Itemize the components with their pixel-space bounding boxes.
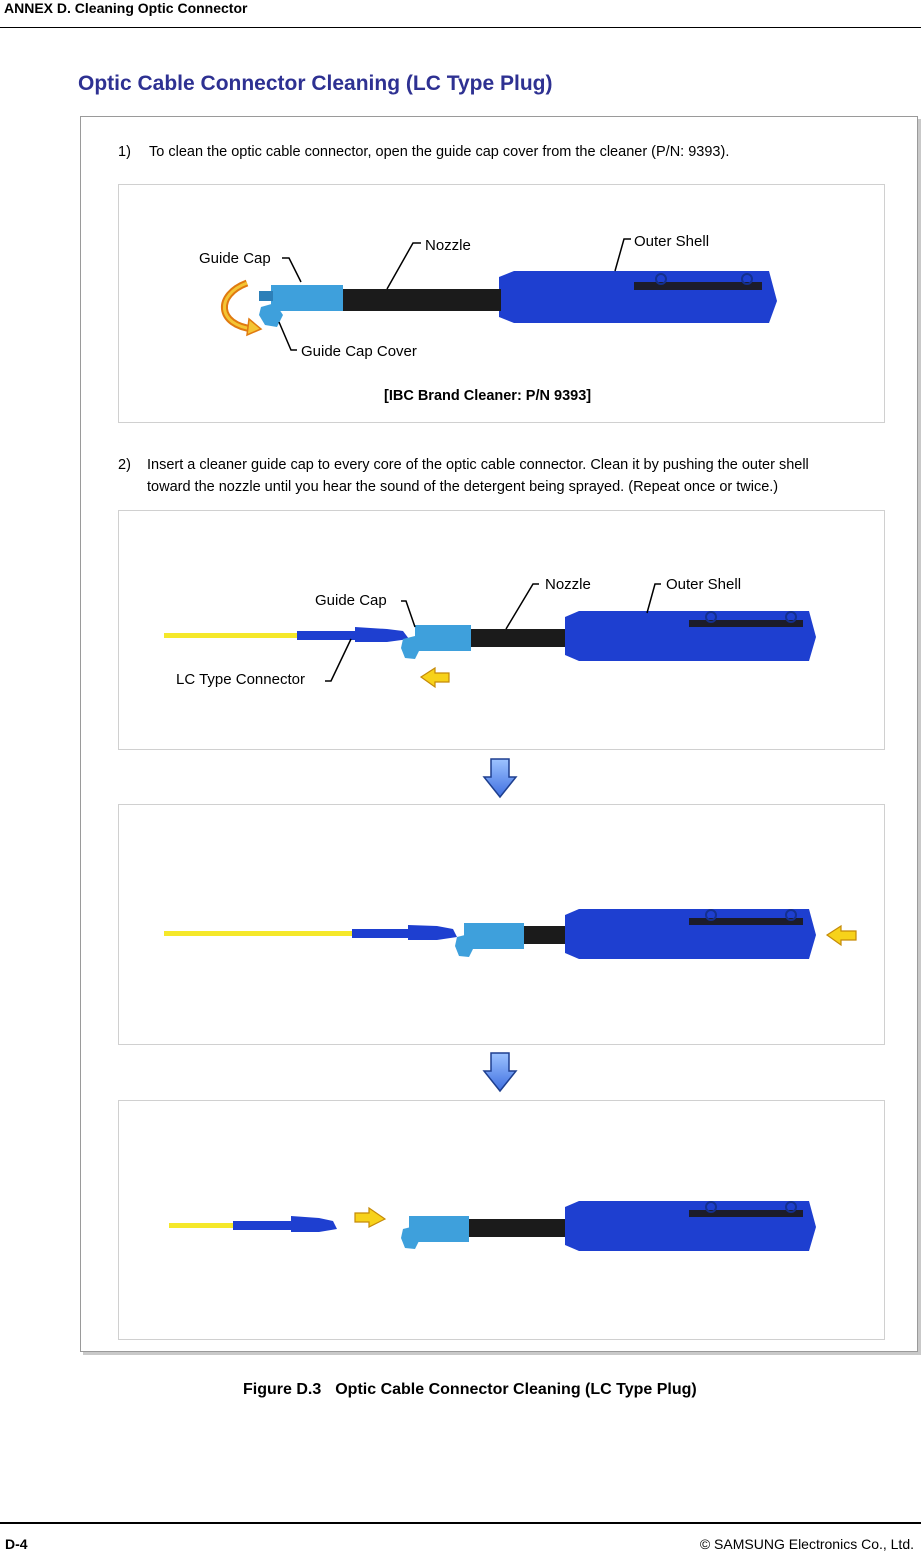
push-arrow-icon <box>827 926 856 945</box>
label-guide-cap-cover: Guide Cap Cover <box>301 343 417 360</box>
lc-connector-shape <box>355 627 409 642</box>
pull-arrow-icon <box>355 1208 385 1227</box>
label-lc-connector: LC Type Connector <box>176 671 305 688</box>
header-rule <box>0 27 921 28</box>
footer-rule <box>0 1522 921 1524</box>
step-1-text: To clean the optic cable connector, open the guide cap cover from the cleaner (P/N: 9393). <box>149 144 730 160</box>
remove-panel <box>118 1100 885 1340</box>
fiber-cable <box>164 931 354 936</box>
down-arrow-icon <box>482 757 518 799</box>
figure-title: Optic Cable Connector Cleaning (LC Type Plug) <box>335 1381 697 1398</box>
step-2-text-line1: Insert a cleaner guide cap to every core of the optic cable connector. Clean it by pushing the outer shell <box>147 457 809 473</box>
label-guide-cap: Guide Cap <box>315 592 387 609</box>
guide-cap-shape <box>271 285 343 311</box>
lc-connector-shape <box>408 925 457 940</box>
rotate-arrow-head <box>247 319 261 335</box>
leader-nozzle <box>506 584 539 629</box>
outer-shell-shape <box>499 271 777 323</box>
insert-illustration <box>119 511 884 749</box>
push-illustration <box>119 805 884 1044</box>
fiber-cable <box>164 633 299 638</box>
insert-panel <box>118 510 885 750</box>
guide-cap-shape <box>415 625 471 651</box>
lc-connector-shape <box>291 1216 337 1232</box>
outer-shell-shape <box>565 1201 816 1251</box>
cleaner-caption: [IBC Brand Cleaner: P/N 9393] <box>384 388 592 404</box>
step-2-number: 2) <box>118 457 131 473</box>
figure-number: Figure D.3 <box>243 1381 322 1398</box>
nozzle-shape <box>341 289 501 311</box>
lc-boot <box>352 929 410 938</box>
nozzle-shape <box>471 629 567 647</box>
shell-slot <box>689 1210 803 1217</box>
figure-caption <box>243 1381 697 1399</box>
leader-outer-shell <box>647 584 661 613</box>
label-outer-shell: Outer Shell <box>666 576 742 593</box>
remove-illustration <box>119 1101 884 1339</box>
leader-nozzle <box>387 243 421 289</box>
step-2-text-line2: toward the nozzle until you hear the sound of the detergent being sprayed. (Repeat once or twice.) <box>147 479 779 495</box>
fiber-cable <box>169 1223 235 1228</box>
outer-shell-shape <box>565 611 816 661</box>
step-2 <box>118 454 898 498</box>
leader-outer-shell <box>615 239 631 271</box>
cleaner-panel <box>118 184 885 423</box>
lc-boot <box>233 1221 293 1230</box>
nozzle-shape <box>524 926 572 944</box>
leader-guide-cap <box>401 601 415 627</box>
label-guide-cap: Guide Cap <box>199 250 271 267</box>
page-number: D-4 <box>5 1536 28 1552</box>
leader-lc-connector <box>325 639 351 681</box>
section-header: ANNEX D. Cleaning Optic Connector <box>4 0 248 16</box>
cleaner-illustration <box>119 185 884 422</box>
nozzle-shape <box>469 1219 567 1237</box>
leader-guide-cap-cover <box>279 322 297 350</box>
step-1-number: 1) <box>118 144 131 160</box>
page-title: Optic Cable Connector Cleaning (LC Type Plug) <box>78 72 553 95</box>
push-arrow-icon <box>421 668 449 687</box>
leader-guide-cap <box>282 258 301 282</box>
shell-slot <box>689 620 803 627</box>
guide-cap-tip <box>259 291 273 301</box>
shell-slot <box>689 918 803 925</box>
label-nozzle: Nozzle <box>425 237 471 254</box>
step-1 <box>118 141 878 163</box>
lc-boot <box>297 631 357 640</box>
outer-shell-shape <box>565 909 816 959</box>
label-outer-shell: Outer Shell <box>634 233 710 250</box>
label-nozzle: Nozzle <box>545 576 591 593</box>
down-arrow-icon <box>482 1051 518 1093</box>
push-panel <box>118 804 885 1045</box>
copyright: © SAMSUNG Electronics Co., Ltd. <box>699 1536 914 1552</box>
